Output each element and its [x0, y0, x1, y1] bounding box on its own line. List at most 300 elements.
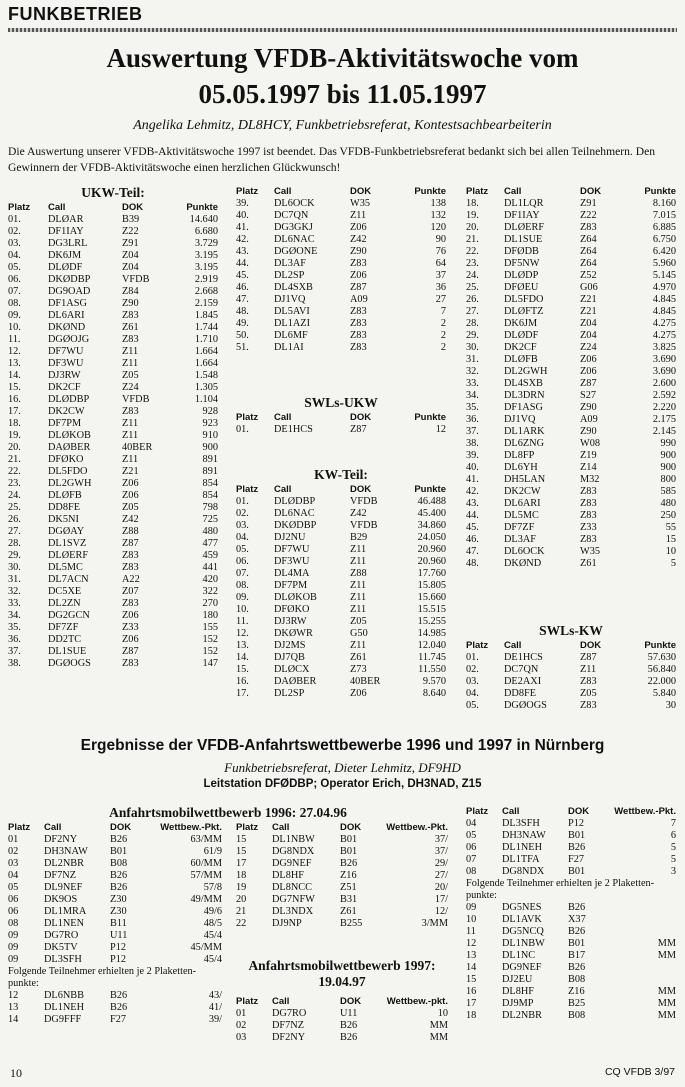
header-dok: DOK [340, 822, 362, 833]
cell-dok: Z11 [350, 640, 367, 651]
header-dok: DOK [122, 202, 144, 213]
cell-dok: Z06 [122, 634, 139, 645]
cell-dok: Z16 [340, 870, 357, 881]
cell-call: DLØKOB [274, 592, 317, 603]
cell-punkte: 3.690 [652, 354, 676, 365]
cell-dok: Z11 [122, 346, 139, 357]
table-row [466, 534, 676, 546]
cell-call: DC7QN [274, 210, 309, 221]
cell-dok: Z24 [580, 342, 597, 353]
cell-punkte: 1.710 [194, 334, 218, 345]
swl-ukw-header [236, 412, 446, 424]
cell-punkte: 6.885 [652, 222, 676, 233]
cell-dok: Z91 [122, 238, 139, 249]
cell-platz: 47. [466, 546, 479, 557]
amw-note2: Folgende Teilnehmer erhielten je 2 Plaketten-punkte: [466, 878, 655, 901]
cell-call: DL1NBW [272, 834, 315, 845]
table-row [8, 238, 218, 250]
cell-punkte: 3.690 [652, 366, 676, 377]
cell-dok: Z83 [122, 406, 139, 417]
cell-dok: Z87 [350, 282, 367, 293]
cell-punkte: 2.668 [194, 286, 218, 297]
cell-dok: B01 [568, 866, 586, 877]
cell-call: DK2CF [48, 382, 81, 393]
table-row [8, 1002, 222, 1014]
cell-punkte: 2.600 [652, 378, 676, 389]
cell-platz: 44. [236, 258, 249, 269]
cell-punkte: 17.760 [417, 568, 446, 579]
ukw2-rows [236, 198, 446, 354]
table-row [8, 250, 218, 262]
table-row [236, 424, 446, 436]
table-row [236, 258, 446, 270]
cell-punkte: 36 [435, 282, 446, 293]
ukw-title: UKW-Teil: [81, 185, 145, 200]
cell-call: DF1IAY [48, 226, 84, 237]
cell-platz: 07. [236, 568, 249, 579]
cell-platz: 13. [8, 358, 21, 369]
cell-call: DK9OS [44, 894, 78, 905]
cell-platz: 38. [8, 658, 21, 669]
cell-punkte: 49/MM [190, 894, 222, 905]
cell-punkte: 39/ [208, 1014, 222, 1025]
cell-platz: 34. [8, 610, 21, 621]
table-row [236, 628, 446, 640]
header-platz: Platz [8, 202, 31, 213]
cell-call: DL1AVK [502, 914, 542, 925]
cell-call: DLØDF [504, 330, 539, 341]
cell-dok: P12 [110, 954, 127, 965]
cell-platz: 22. [8, 466, 21, 477]
table-row [466, 390, 676, 402]
cell-call: DJ2EU [502, 974, 533, 985]
cell-dok: B26 [110, 834, 128, 845]
table-row [236, 858, 448, 870]
cell-dok: B26 [340, 1032, 358, 1043]
cell-platz: 31. [8, 574, 21, 585]
cell-dok: B26 [340, 858, 358, 869]
cell-punkte: 17/ [434, 894, 448, 905]
table-row [8, 610, 218, 622]
cell-dok: Z84 [122, 286, 139, 297]
cell-platz: 10. [8, 322, 21, 333]
header-dok: DOK [340, 996, 362, 1007]
cell-punkte [608, 962, 676, 974]
header-punkte: Punkte [414, 484, 446, 495]
table-row [466, 950, 676, 962]
cell-punkte: 1.548 [194, 370, 218, 381]
table-row [8, 870, 222, 882]
cell-call: DLØFTZ [504, 306, 544, 317]
table-row [236, 870, 448, 882]
cell-punkte: 854 [202, 478, 218, 489]
cell-platz: 09 [8, 930, 19, 941]
cell-call: DF7WU [48, 346, 84, 357]
cell-call: DL8NCC [272, 882, 313, 893]
cell-punkte: 14.640 [189, 214, 218, 225]
cell-platz: 38. [466, 438, 479, 449]
cell-punkte: MM [657, 986, 676, 997]
cell-punkte [608, 926, 676, 938]
header-platz: Platz [236, 412, 259, 423]
table-row [466, 510, 676, 522]
table-row [466, 962, 676, 974]
cell-call: DG3LRL [48, 238, 88, 249]
cell-platz: 42. [236, 234, 249, 245]
cell-punkte: 3/MM [421, 918, 448, 929]
cell-punkte: 24.050 [417, 532, 446, 543]
table-row [236, 1032, 448, 1044]
cell-platz: 35. [8, 622, 21, 633]
cell-call: DD8FE [504, 688, 537, 699]
cell-call: DG9OAD [48, 286, 91, 297]
table-row [466, 938, 676, 950]
cell-dok: Z90 [122, 298, 139, 309]
table-row [466, 664, 676, 676]
cell-platz: 09. [236, 592, 249, 603]
cell-platz: 42. [466, 486, 479, 497]
table-row [466, 1010, 676, 1022]
cell-platz: 46. [236, 282, 249, 293]
cell-platz: 03. [236, 520, 249, 531]
cell-punkte: 441 [202, 562, 218, 573]
cell-call: DLØAR [48, 214, 84, 225]
cell-punkte: 250 [660, 510, 676, 521]
cell-platz: 25. [466, 282, 479, 293]
cell-punkte: 8.160 [652, 198, 676, 209]
table-row [466, 414, 676, 426]
table-row [236, 664, 446, 676]
cell-punkte: 2.919 [194, 274, 218, 285]
table-row [236, 918, 448, 930]
cell-call: DK6JM [504, 318, 538, 329]
page-number: 10 [10, 1066, 22, 1080]
cell-call: DFØDB [504, 246, 539, 257]
cell-call: DLØDBP [274, 496, 316, 507]
cell-dok: Z06 [122, 490, 139, 501]
table-row [8, 478, 218, 490]
cell-punkte: 2.159 [194, 298, 218, 309]
table-row [236, 342, 446, 354]
cell-platz: 02. [466, 664, 479, 675]
table-row [466, 426, 676, 438]
cell-call: DL5MC [48, 562, 83, 573]
cell-dok: Z64 [580, 246, 597, 257]
cell-call: DL6OCK [274, 198, 315, 209]
cell-call: DG8NDX [502, 866, 545, 877]
cell-platz: 30. [466, 342, 479, 353]
cell-dok: Z73 [350, 664, 367, 675]
amw97-title1: Anfahrtsmobilwettbewerb 1997: [248, 958, 436, 973]
cell-punkte: 12 [435, 424, 446, 435]
cell-platz: 27. [466, 306, 479, 317]
table-row [466, 318, 676, 330]
cell-punkte: 5 [670, 854, 676, 865]
cell-call: DL2GWH [48, 478, 92, 489]
table-row [466, 558, 676, 570]
section-title: FUNKBETRIEB [8, 4, 143, 24]
table-row [8, 370, 218, 382]
cell-dok: Z87 [580, 378, 597, 389]
table-row [8, 226, 218, 238]
cell-punkte: 6.680 [194, 226, 218, 237]
table-row [236, 222, 446, 234]
cell-punkte: 15 [665, 534, 676, 545]
cell-call: DL1LQR [504, 198, 544, 209]
cell-punkte: MM [657, 1010, 676, 1021]
cell-punkte: 4.845 [652, 306, 676, 317]
table-row [466, 522, 676, 534]
cell-call: DF5NW [504, 258, 540, 269]
cell-dok: B11 [110, 918, 127, 929]
cell-dok: Z83 [580, 510, 597, 521]
cell-dok: A09 [350, 294, 368, 305]
cell-punkte: 155 [202, 622, 218, 633]
cell-dok: Z33 [580, 522, 597, 533]
table-row [8, 574, 218, 586]
cell-platz: 43. [466, 498, 479, 509]
cell-platz: 06. [8, 274, 21, 285]
cell-platz: 41. [236, 222, 249, 233]
cell-punkte: 45/MM [190, 942, 222, 953]
cell-platz: 35. [466, 402, 479, 413]
table-row [236, 508, 446, 520]
cell-call: DJ1VQ [504, 414, 536, 425]
cell-punkte: 45.400 [417, 508, 446, 519]
cell-platz: 01. [236, 424, 249, 435]
cell-call: DF3WU [48, 358, 84, 369]
cell-punkte: 725 [202, 514, 218, 525]
cell-platz: 27. [8, 526, 21, 537]
cell-platz: 07 [466, 854, 477, 865]
cell-dok: Z04 [580, 318, 597, 329]
cell-platz: 19 [236, 882, 247, 893]
cell-punkte: 2.592 [652, 390, 676, 401]
cell-dok: B26 [568, 842, 586, 853]
cell-platz: 22 [236, 918, 247, 929]
cell-platz: 16 [466, 986, 477, 997]
cell-platz: 15 [236, 834, 247, 845]
table-row [8, 430, 218, 442]
cell-dok: Z90 [580, 402, 597, 413]
table-row [236, 652, 446, 664]
cell-punkte: 180 [202, 610, 218, 621]
table-row [8, 658, 218, 670]
cell-dok: Z83 [350, 306, 367, 317]
cell-punkte: 4.970 [652, 282, 676, 293]
cell-platz: 36. [466, 414, 479, 425]
section2-title: Ergebnisse der VFDB-Anfahrtswettbewerbe 1996 und 1997 in Nürnberg [80, 737, 605, 754]
cell-dok: G50 [350, 628, 368, 639]
header-call: Call [274, 484, 292, 495]
cell-punkte: 63/MM [190, 834, 222, 845]
table-row [466, 342, 676, 354]
cell-platz: 11. [8, 334, 21, 345]
cell-call: DJ1VQ [274, 294, 306, 305]
cell-call: DE1HCS [274, 424, 313, 435]
cell-punkte: 2.175 [652, 414, 676, 425]
cell-call: DL1SUE [48, 646, 87, 657]
cell-punkte: 20.960 [417, 556, 446, 567]
cell-call: DGØAY [48, 526, 85, 537]
cell-punkte: 3.825 [652, 342, 676, 353]
cell-dok: 40BER [350, 676, 381, 687]
cell-dok: B01 [568, 830, 586, 841]
cell-dok: U11 [110, 930, 128, 941]
cell-punkte: 6 [670, 830, 676, 841]
cell-punkte: 1.845 [194, 310, 218, 321]
table-row [236, 270, 446, 282]
cell-call: DL6OCK [504, 546, 545, 557]
cell-dok: B17 [568, 950, 586, 961]
cell-platz: 23. [466, 258, 479, 269]
cell-platz: 21. [8, 454, 21, 465]
cell-platz: 46. [466, 534, 479, 545]
cell-punkte: 910 [202, 430, 218, 441]
cell-platz: 33. [466, 378, 479, 389]
cell-dok: M32 [580, 474, 600, 485]
cell-platz: 23. [8, 478, 21, 489]
amw-rows-e [466, 902, 676, 1022]
cell-call: DL2ZN [48, 598, 81, 609]
cell-call: DFØKO [48, 454, 84, 465]
cell-call: DG5NES [502, 902, 542, 913]
cell-punkte: 57/MM [190, 870, 222, 881]
table-row [8, 954, 222, 966]
cell-call: DL8HF [272, 870, 305, 881]
publication-footer: CQ VFDB 3/97 [604, 1066, 675, 1078]
cell-call: DG9FFF [44, 1014, 82, 1025]
cell-punkte: 928 [202, 406, 218, 417]
cell-call: DJ2MS [274, 640, 306, 651]
cell-punkte: 48/5 [203, 918, 222, 929]
cell-platz: 30. [8, 562, 21, 573]
cell-dok: Z14 [580, 462, 597, 473]
table-row [8, 906, 222, 918]
table-row [236, 1008, 448, 1020]
cell-dok: P12 [568, 818, 585, 829]
cell-platz: 08 [8, 918, 19, 929]
header-platz: Platz [466, 186, 489, 197]
cell-punkte: 1.104 [194, 394, 218, 405]
cell-dok: Z22 [122, 226, 139, 237]
cell-call: DF1ASG [48, 298, 87, 309]
table-row [8, 382, 218, 394]
cell-platz: 06. [236, 556, 249, 567]
cell-call: DE1HCS [504, 652, 543, 663]
cell-platz: 39. [236, 198, 249, 209]
cell-call: DKØDBP [274, 520, 317, 531]
amw-right-header [466, 806, 676, 818]
header-platz: Platz [236, 186, 259, 197]
cell-dok: 40BER [122, 442, 153, 453]
cell-punkte: 8.640 [422, 688, 446, 699]
cell-platz: 22. [466, 246, 479, 257]
cell-platz: 18 [466, 1010, 477, 1021]
table-row [8, 406, 218, 418]
cell-call: DL1TFA [502, 854, 540, 865]
cell-call: DL9NEF [44, 882, 83, 893]
cell-punkte: 2 [440, 330, 446, 341]
cell-punkte: 5.960 [652, 258, 676, 269]
cell-punkte: 459 [202, 550, 218, 561]
cell-punkte: 12.040 [417, 640, 446, 651]
cell-call: DL3AF [504, 534, 537, 545]
cell-platz: 10. [236, 604, 249, 615]
table-row [466, 438, 676, 450]
table-row [236, 688, 446, 700]
cell-call: DL5FDO [48, 466, 88, 477]
table-row [236, 906, 448, 918]
cell-call: DLØERF [504, 222, 545, 233]
amw96-col-a [8, 822, 222, 1026]
cell-punkte: 5.840 [652, 688, 676, 699]
cell-dok: Z88 [350, 568, 367, 579]
cell-call: DLØCX [274, 664, 310, 675]
cell-platz: 04. [236, 532, 249, 543]
cell-call: DK6JM [48, 250, 82, 261]
table-row [8, 598, 218, 610]
table-row [8, 358, 218, 370]
table-row [466, 402, 676, 414]
cell-platz: 08. [8, 298, 21, 309]
cell-dok: VFDB [350, 520, 378, 531]
header-punkte: Punkte [414, 186, 446, 197]
cell-punkte: 45/4 [203, 930, 222, 941]
cell-platz: 17. [8, 406, 21, 417]
cell-punkte: 5.145 [652, 270, 676, 281]
table-row [236, 834, 448, 846]
kw-header [236, 484, 446, 496]
cell-dok: Z06 [122, 610, 139, 621]
cell-platz: 25. [8, 502, 21, 513]
cell-punkte: 57.630 [647, 652, 676, 663]
ukw2-header [236, 186, 446, 198]
cell-punkte: 15.515 [417, 604, 446, 615]
table-row [8, 942, 222, 954]
table-row [236, 306, 446, 318]
cell-call: DF7ZF [504, 522, 535, 533]
cell-punkte: 3.729 [194, 238, 218, 249]
header-dok: DOK [110, 822, 132, 833]
header-dok: DOK [350, 412, 372, 423]
cell-call: DF2NY [44, 834, 78, 845]
cell-punkte: 60/MM [190, 858, 222, 869]
cell-punkte: 27/ [434, 870, 448, 881]
cell-dok: X37 [568, 914, 586, 925]
header-call: Call [504, 186, 522, 197]
kw2-rows [466, 198, 676, 570]
table-row [8, 274, 218, 286]
cell-punkte: 4.275 [652, 318, 676, 329]
cell-dok: Z83 [122, 550, 139, 561]
table-row [8, 214, 218, 226]
cell-call: DG7NFW [272, 894, 315, 905]
cell-punkte: 798 [202, 502, 218, 513]
cell-platz: 31. [466, 354, 479, 365]
table-row [466, 986, 676, 998]
cell-dok: Z87 [122, 538, 139, 549]
cell-dok: Z30 [110, 906, 127, 917]
cell-platz: 33. [8, 598, 21, 609]
cell-dok: Z61 [122, 322, 139, 333]
cell-dok: Z83 [580, 534, 597, 545]
cell-punkte: 990 [660, 438, 676, 449]
cell-dok: Z42 [350, 234, 367, 245]
cell-platz: 32. [466, 366, 479, 377]
cell-dok: Z21 [122, 466, 139, 477]
header-call: Call [48, 202, 66, 213]
